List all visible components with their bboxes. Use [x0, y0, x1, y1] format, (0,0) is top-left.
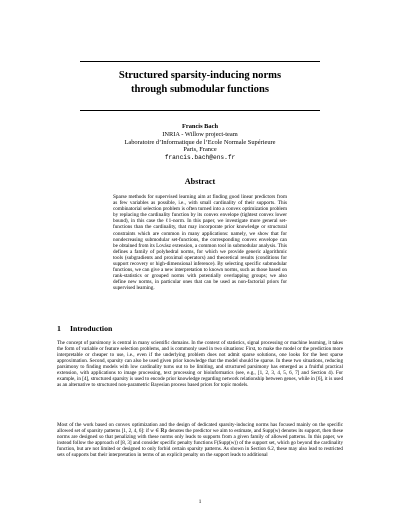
section-title: Introduction — [70, 324, 113, 333]
title-line-2: through submodular functions — [131, 84, 269, 95]
title-line-1: Structured sparsity-inducing norms — [118, 70, 282, 81]
title-bottom-rule — [80, 110, 320, 111]
abstract-text: Sparse methods for supervised learning aim at finding good linear predictors from as few variables as possible, i.e., with small cardinality of their supports. This combinatorial selection problem is often turned into a convex optimization problem by replacing the cardinality function by its convex envelope (tightest convex lower bound), in this case the ℓ1-norm. In this paper, we investigate more general set-functions than the cardinality, that may incorporate prior knowledge or structural constraints which are common in many applications: namely, we show that for nondecreasing submodular set-functions, the corresponding convex envelope can be obtained from its Lovász extension, a common tool in submodular analysis. This defines a family of polyhedral norms, for which we provide generic algorithmic tools (subgradients and proximal operators) and theoretical results (conditions for support recovery or high-dimensional inference). By selecting specific submodular functions, we can give a new interpretation to known norms, such as those based on rank-statistics or grouped norms with potentially overlapping groups; we also define new norms, in particular ones that can be used as non-factorial priors for supervised learning. — [113, 194, 287, 292]
intro-paragraph-2: Most of the work based on convex optimization and the design of dedicated sparsity-inducing norms has focused mainly on the specific allowed set of sparsity patterns [1, 2, 4, 6]: if w ∈ ℝp denotes the predictor we aim to estimate, and Supp(w) denotes its support, then these norms are designed so that penalizing with these norms only leads to supports from a given family of allowed patterns. In this paper, we instead follow the approach of [8, 3] and consider specific penalty functions F(Supp(w)) of the support set, which go beyond the cardinality function, but are not limited or designed to only forbid certain sparsity patterns. As shown in Section 6.2, these may also lead to restricted sets of supports but their interpretation in terms of an explicit penalty on the support leads to additional — [57, 422, 343, 459]
author-name: Francis Bach — [181, 123, 219, 130]
page-number: 1 — [198, 499, 202, 505]
author-block — [80, 123, 320, 162]
paper-title — [60, 69, 340, 97]
author-affiliation-1: INRIA - Willow project-team — [162, 130, 238, 138]
author-city: Paris, France — [183, 146, 217, 154]
section-heading — [57, 324, 112, 333]
author-affiliation-2: Laboratoire d’Informatique de l’Ecole Normale Supérieure — [124, 138, 276, 146]
author-email[interactable]: francis.bach@ens.fr — [164, 154, 236, 162]
title-top-rule — [80, 61, 320, 62]
abstract-heading: Abstract — [184, 177, 216, 186]
section-number: 1 — [57, 324, 61, 333]
intro-paragraph-1: The concept of parsimony is central in many scientific domains. In the context of statistics, signal processing or machine learning, it takes the form of variable or feature selection problems, and is commonly used in two situations: First, to make the model or the prediction more interpretable or cheaper to use, i.e., even if the underlying problem does not admit sparse solutions, one looks for the best sparse approximation. Second, sparsity can also be used given prior knowledge that the model should be sparse. In these two situations, reducing parsimony to finding models with low cardinality turns out to be limiting, and structured parsimony has emerged as a fruitful practical extension, with applications to image processing, text processing or bioinformatics (see, e.g., [1, 2, 3, 4, 5, 6, 7] and Section 4). For example, in [4], structured sparsity is used to encode prior knowledge regarding network relationship between genes, while in [6], it is used as an alternative to structured non-parametric Bayesian process based priors for topic models. — [57, 340, 343, 389]
